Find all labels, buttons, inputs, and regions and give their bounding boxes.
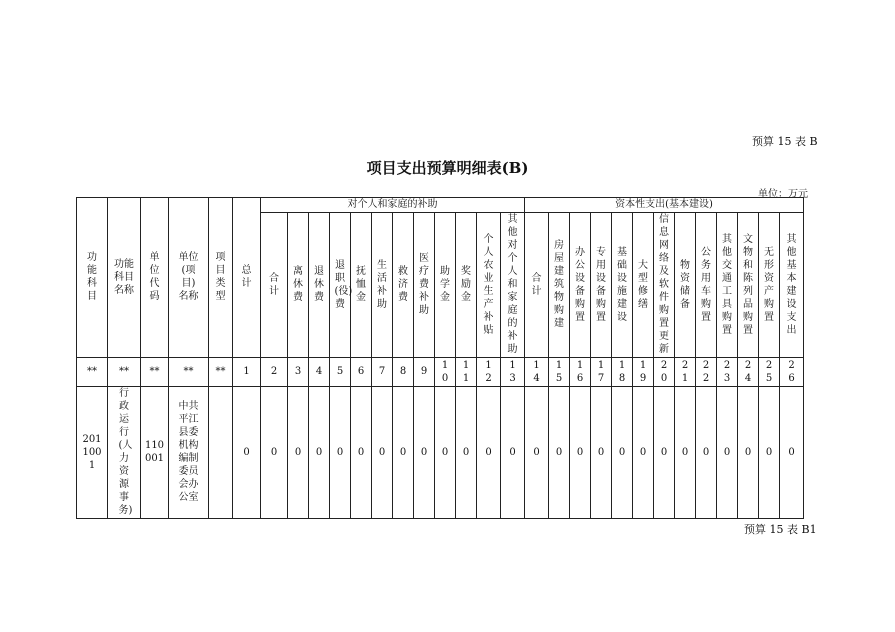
- value-cell: 0: [393, 387, 414, 519]
- header-g1-award: 奖励金: [456, 213, 477, 358]
- value-cell: 0: [525, 387, 549, 519]
- index-cell: 26: [780, 358, 804, 387]
- value-cell: 0: [654, 387, 675, 519]
- index-cell: 10: [435, 358, 456, 387]
- index-cell: 20: [654, 358, 675, 387]
- index-cell: **: [209, 358, 233, 387]
- index-cell: 25: [759, 358, 780, 387]
- header-g2-major-repair: 大型修缮: [633, 213, 654, 358]
- index-cell: 19: [633, 358, 654, 387]
- form-code-top: 预算 15 表 B: [752, 135, 818, 148]
- index-cell: 5: [330, 358, 351, 387]
- index-cell: 17: [591, 358, 612, 387]
- index-cell: 24: [738, 358, 759, 387]
- value-cell: 0: [456, 387, 477, 519]
- header-g2-other-transport: 其他交通工具购置: [717, 213, 738, 358]
- header-g1-scholarship: 助学金: [435, 213, 456, 358]
- index-cell: **: [141, 358, 169, 387]
- value-cell: 0: [696, 387, 717, 519]
- header-group-personal-subsidy: 对个人和家庭的补助: [261, 198, 525, 213]
- index-cell: 16: [570, 358, 591, 387]
- header-func-code: 功能科目: [77, 198, 108, 358]
- index-cell: 2: [261, 358, 288, 387]
- header-group-capital-expenditure: 资本性支出(基本建设): [525, 198, 804, 213]
- header-g2-intangible-assets: 无形资产购置: [759, 213, 780, 358]
- value-cell: 0: [549, 387, 570, 519]
- index-cell: 22: [696, 358, 717, 387]
- value-cell: 0: [288, 387, 309, 519]
- value-cell: 0: [435, 387, 456, 519]
- index-cell: 4: [309, 358, 330, 387]
- header-g1-agri-subsidy: 个人农业生产补贴: [477, 213, 501, 358]
- value-cell: 0: [591, 387, 612, 519]
- index-cell: 11: [456, 358, 477, 387]
- value-cell: 0: [675, 387, 696, 519]
- value-cell: 0: [633, 387, 654, 519]
- header-g2-material-reserve: 物资储备: [675, 213, 696, 358]
- index-cell: 8: [393, 358, 414, 387]
- header-g2-cultural-relics: 文物和陈列品购置: [738, 213, 759, 358]
- header-g1-pension: 抚恤金: [351, 213, 372, 358]
- cell-proj-type: [209, 387, 233, 519]
- index-cell: 9: [414, 358, 435, 387]
- page-title: 项目支出预算明细表(B): [366, 159, 529, 177]
- index-cell: **: [169, 358, 209, 387]
- value-cell: 0: [738, 387, 759, 519]
- form-code-bottom: 预算 15 表 B1: [744, 523, 817, 536]
- index-cell: 3: [288, 358, 309, 387]
- header-g2-it-software: 信息网络及软件购置更新: [654, 213, 675, 358]
- header-total: 总计: [233, 198, 261, 358]
- cell-func-name: 行政运行(人力资源事务): [108, 387, 141, 519]
- header-g2-buildings: 房屋建筑物购建: [549, 213, 570, 358]
- header-g1-resignation: 退职(役)费: [330, 213, 351, 358]
- budget-table: [76, 197, 804, 519]
- value-cell: 0: [414, 387, 435, 519]
- header-func-name: 功能科目名称: [108, 198, 141, 358]
- value-cell: 0: [351, 387, 372, 519]
- header-g1-other: 其他对个人和家庭的补助: [501, 213, 525, 358]
- value-cell: 0: [477, 387, 501, 519]
- cell-func-code: 2011001: [77, 387, 108, 519]
- header-g2-special-equipment: 专用设备购置: [591, 213, 612, 358]
- header-g1-medical: 医疗费补助: [414, 213, 435, 358]
- value-cell: 0: [759, 387, 780, 519]
- index-cell: **: [77, 358, 108, 387]
- unit-label: 单位：万元: [758, 189, 808, 200]
- table-row: [77, 387, 804, 519]
- index-cell: 7: [372, 358, 393, 387]
- index-cell: 12: [477, 358, 501, 387]
- header-g2-office-equipment: 办公设备购置: [570, 213, 591, 358]
- index-cell: 13: [501, 358, 525, 387]
- value-cell: 0: [612, 387, 633, 519]
- index-cell: 23: [717, 358, 738, 387]
- value-cell: 0: [309, 387, 330, 519]
- header-g1-total: 合计: [261, 213, 288, 358]
- header-unit-code: 单位代码: [141, 198, 169, 358]
- index-cell: 18: [612, 358, 633, 387]
- value-cell: 0: [330, 387, 351, 519]
- index-cell: 14: [525, 358, 549, 387]
- value-cell: 0: [780, 387, 804, 519]
- index-cell: 15: [549, 358, 570, 387]
- value-cell: 0: [501, 387, 525, 519]
- value-cell: 0: [233, 387, 261, 519]
- index-cell: 21: [675, 358, 696, 387]
- header-g2-total: 合计: [525, 213, 549, 358]
- header-proj-type: 项目类型: [209, 198, 233, 358]
- header-unit-name: 单位(项目)名称: [169, 198, 209, 358]
- header-g2-other-construction: 其他基本建设支出: [780, 213, 804, 358]
- index-cell: **: [108, 358, 141, 387]
- value-cell: 0: [372, 387, 393, 519]
- cell-unit-code: 110001: [141, 387, 169, 519]
- header-g2-official-vehicle: 公务用车购置: [696, 213, 717, 358]
- header-g1-retirement-pre: 离休费: [288, 213, 309, 358]
- value-cell: 0: [261, 387, 288, 519]
- header-g1-living-subsidy: 生活补助: [372, 213, 393, 358]
- index-row: [77, 358, 804, 387]
- value-cell: 0: [717, 387, 738, 519]
- index-cell: 6: [351, 358, 372, 387]
- header-g2-infrastructure: 基础设施建设: [612, 213, 633, 358]
- value-cell: 0: [570, 387, 591, 519]
- index-cell: 1: [233, 358, 261, 387]
- header-g1-retirement: 退休费: [309, 213, 330, 358]
- cell-unit-name: 中共平江县委机构编制委员会办公室: [169, 387, 209, 519]
- header-g1-relief: 救济费: [393, 213, 414, 358]
